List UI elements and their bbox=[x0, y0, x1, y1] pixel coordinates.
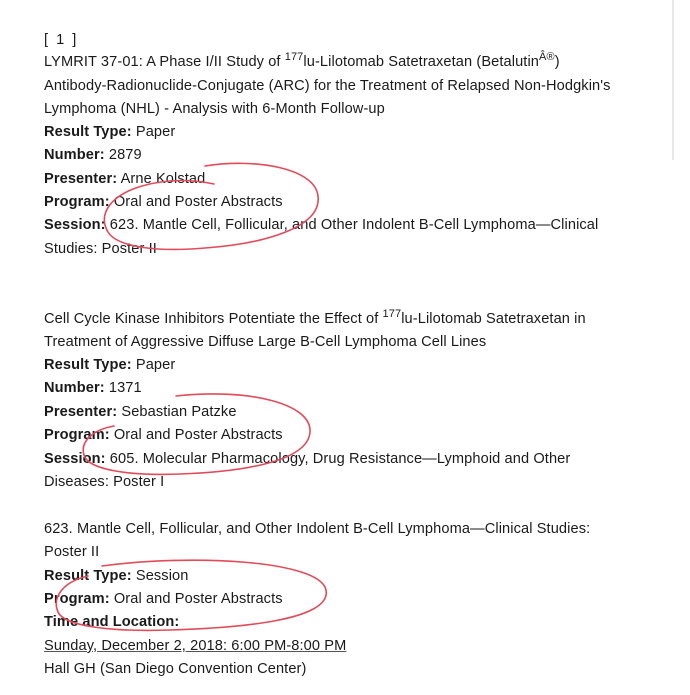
entry1-program: Program: Oral and Poster Abstracts bbox=[44, 194, 283, 210]
entry2-session-line2: Diseases: Poster I bbox=[44, 474, 165, 490]
entry2-program: Program: Oral and Poster Abstracts bbox=[44, 427, 283, 443]
entry3-title-line1: 623. Mantle Cell, Follicular, and Other Indolent B-Cell Lymphoma—Clinical Studies: bbox=[44, 521, 591, 537]
scroll-edge bbox=[672, 0, 674, 160]
entry1-number: Number: 2879 bbox=[44, 147, 142, 163]
entry1-session-line1: Session: 623. Mantle Cell, Follicular, and Other Indolent B-Cell Lymphoma—Clinical bbox=[44, 217, 599, 233]
entry2-number: Number: 1371 bbox=[44, 380, 142, 396]
entry3-title-line2: Poster II bbox=[44, 544, 100, 560]
entry2-title-line2: Treatment of Aggressive Diffuse Large B-Cell Lymphoma Cell Lines bbox=[44, 334, 487, 350]
entry3-time-location-label: Time and Location: bbox=[44, 614, 180, 630]
entry1-title-line2: Antibody-Radionuclide-Conjugate (ARC) for the Treatment of Relapsed Non-Hodgkin's bbox=[44, 78, 611, 94]
entry1-presenter: Presenter: Arne Kolstad bbox=[44, 171, 206, 187]
entry3-program: Program: Oral and Poster Abstracts bbox=[44, 591, 283, 607]
entry1-title-line1: LYMRIT 37-01: A Phase I/II Study of $^{177}$lu-Lilotomab Satetraxetan (Betalutin$^{Â®}$) bbox=[44, 51, 560, 70]
entry2-session-line1: Session: 605. Molecular Pharmacology, Drug Resistance—Lymphoid and Other bbox=[44, 451, 571, 467]
entry1-session-line2: Studies: Poster II bbox=[44, 241, 157, 257]
entry3-result-type: Result Type: Session bbox=[44, 568, 189, 584]
entry1-title-line3: Lymphoma (NHL) - Analysis with 6-Month Follow-up bbox=[44, 101, 385, 117]
entry3-location: Hall GH (San Diego Convention Center) bbox=[44, 661, 307, 677]
entry3-datetime: Sunday, December 2, 2018: 6:00 PM-8:00 PM bbox=[44, 638, 347, 654]
reference-number: [ 1 ] bbox=[44, 32, 79, 48]
entry2-presenter: Presenter: Sebastian Patzke bbox=[44, 404, 237, 420]
entry2-result-type: Result Type: Paper bbox=[44, 357, 176, 373]
entry1-result-type: Result Type: Paper bbox=[44, 124, 176, 140]
entry2-title-line1: Cell Cycle Kinase Inhibitors Potentiate the Effect of $^{177}$lu-Lilotomab Satetraxetan in bbox=[44, 308, 586, 327]
